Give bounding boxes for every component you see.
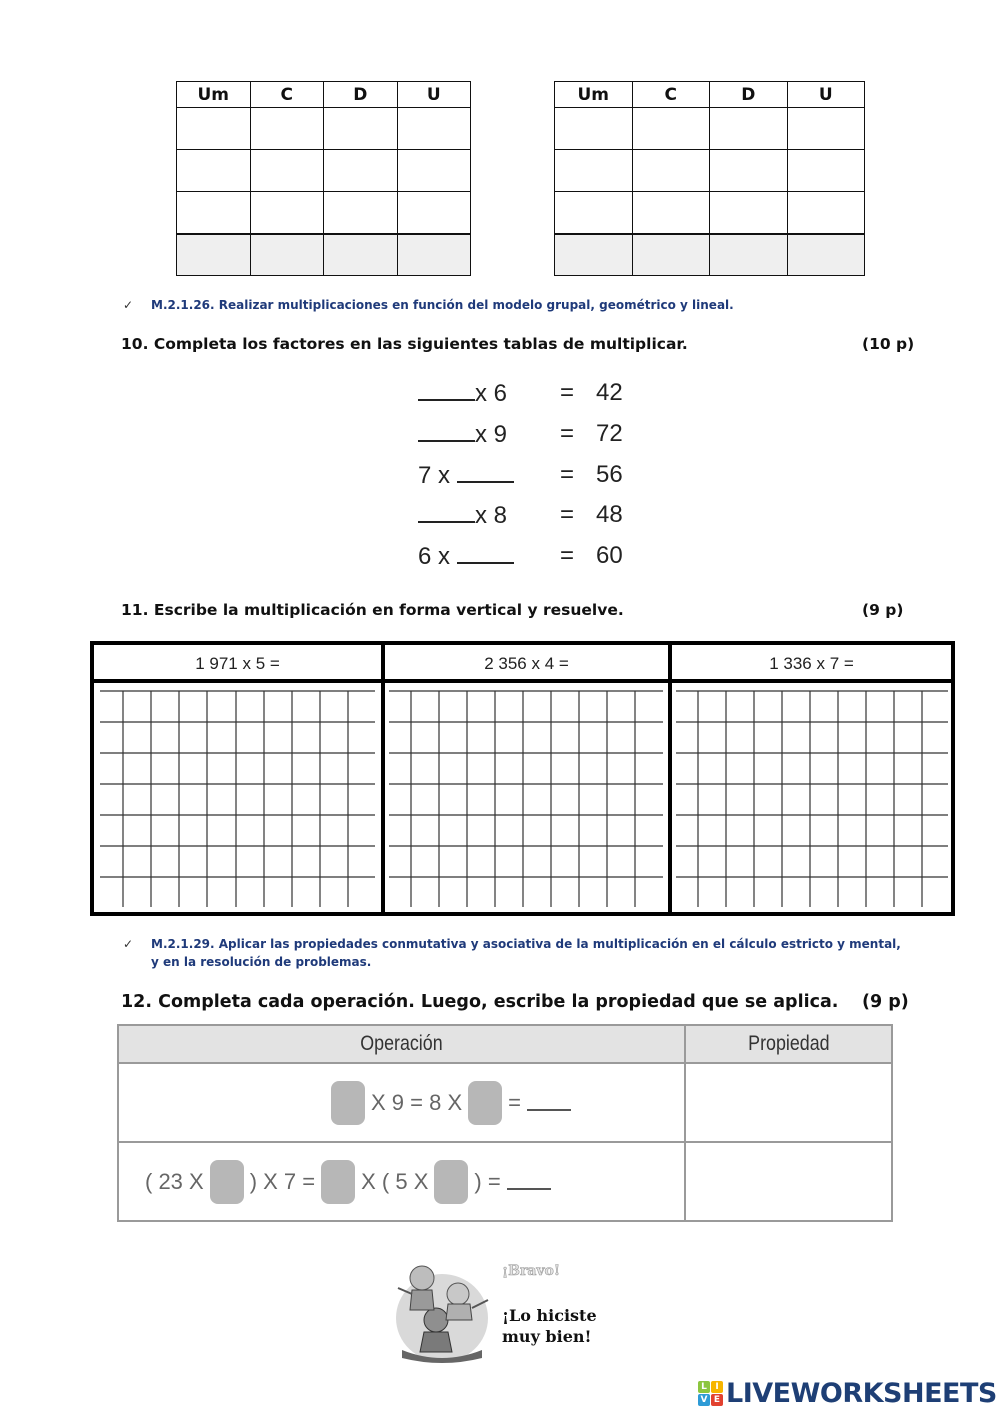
answer-cell[interactable] (250, 150, 324, 192)
question-10-title: 10. Completa los factores en las siguientes tablas de multiplicar. (121, 335, 688, 353)
table-row (177, 150, 471, 192)
result-row (555, 234, 865, 276)
answer-cell[interactable] (324, 108, 398, 150)
product: 42 (596, 379, 623, 406)
product: 48 (596, 501, 623, 528)
answer-cell[interactable] (710, 108, 788, 150)
table-header-row (118, 1025, 892, 1063)
skill-objective-2 (123, 935, 911, 971)
work-grid-2[interactable] (385, 683, 668, 908)
problem-3-label: 1 336 x 7 = (672, 645, 951, 683)
work-grid-1[interactable] (94, 683, 381, 908)
vertical-multiplication-grid (90, 641, 955, 916)
result-cell[interactable] (710, 234, 788, 276)
work-grid-3[interactable] (672, 683, 951, 908)
answer-cell[interactable] (787, 192, 865, 234)
product: 72 (596, 420, 623, 447)
brand-name: LIVEWORKSHEETS (726, 1378, 997, 1409)
header-d: D (710, 82, 788, 108)
table-row (118, 1142, 892, 1221)
answer-blank[interactable] (418, 501, 475, 523)
live-blocks-icon: L I V E (698, 1381, 723, 1406)
answer-cell[interactable] (324, 192, 398, 234)
answer-blank[interactable] (418, 420, 475, 442)
answer-cell[interactable] (397, 192, 471, 234)
header-d: D (324, 82, 398, 108)
answer-blank[interactable] (418, 379, 475, 401)
grid-lines (385, 683, 668, 912)
table-row (177, 192, 471, 234)
answer-blank[interactable] (527, 1095, 571, 1111)
header-um: Um (555, 82, 633, 108)
answer-cell[interactable] (555, 192, 633, 234)
answer-cell[interactable] (632, 192, 710, 234)
property-cell-2[interactable] (685, 1142, 892, 1221)
answer-cell[interactable] (787, 108, 865, 150)
header-c: C (250, 82, 324, 108)
question-12-points: (9 p) (862, 992, 909, 1012)
checkmark-icon: ✓ (123, 298, 134, 312)
grid-lines (94, 683, 381, 912)
operation-cell-1: X 9 = 8 X = (118, 1063, 685, 1142)
answer-blank[interactable] (457, 461, 514, 483)
answer-cell[interactable] (555, 150, 633, 192)
table-header-row (177, 82, 471, 108)
header-um: Um (177, 82, 251, 108)
answer-blank[interactable] (507, 1174, 551, 1190)
answer-cell[interactable] (632, 108, 710, 150)
answer-cell[interactable] (250, 108, 324, 150)
header-property: Propiedad (685, 1025, 892, 1063)
properties-table (117, 1024, 893, 1222)
bravo-label: ¡Bravo! (502, 1263, 561, 1279)
answer-cell[interactable] (250, 192, 324, 234)
result-row (177, 234, 471, 276)
result-cell[interactable] (555, 234, 633, 276)
property-cell-1[interactable] (685, 1063, 892, 1142)
table-row (118, 1063, 892, 1142)
header-c: C (632, 82, 710, 108)
children-celebrating-illustration (392, 1258, 492, 1366)
problem-column-2 (381, 645, 668, 912)
liveworksheets-logo (698, 1378, 997, 1409)
table-header-row (555, 82, 865, 108)
answer-cell[interactable] (324, 150, 398, 192)
answer-box[interactable] (468, 1081, 502, 1125)
table-row (555, 150, 865, 192)
skill-text: M.2.1.29. Aplicar las propiedades conmutativa y asociativa de la multiplicación en el cálculo estricto y mental, y en la resolución de problemas. (151, 937, 901, 969)
answer-cell[interactable] (555, 108, 633, 150)
question-12-title: 12. Completa cada operación. Luego, escribe la propiedad que se aplica. (121, 992, 839, 1012)
product: 60 (596, 542, 623, 569)
answer-cell[interactable] (177, 108, 251, 150)
place-value-table-1 (176, 81, 471, 276)
congrats-message: ¡Lo hiciste muy bien! (502, 1306, 597, 1346)
header-u: U (787, 82, 865, 108)
answer-cell[interactable] (177, 192, 251, 234)
answer-box[interactable] (331, 1081, 365, 1125)
answer-cell[interactable] (787, 150, 865, 192)
checkmark-icon: ✓ (123, 937, 134, 951)
answer-box[interactable] (210, 1160, 244, 1204)
table-row (555, 108, 865, 150)
problem-2-label: 2 356 x 4 = (385, 645, 668, 683)
result-cell[interactable] (397, 234, 471, 276)
answer-blank[interactable] (457, 542, 514, 564)
problem-column-1 (94, 645, 381, 912)
answer-cell[interactable] (710, 150, 788, 192)
question-10-points: (10 p) (862, 335, 915, 353)
answer-cell[interactable] (710, 192, 788, 234)
question-11-points: (9 p) (862, 601, 904, 619)
answer-cell[interactable] (397, 150, 471, 192)
result-cell[interactable] (632, 234, 710, 276)
header-u: U (397, 82, 471, 108)
answer-box[interactable] (434, 1160, 468, 1204)
problem-column-3 (668, 645, 951, 912)
operation-cell-2: ( 23 X ) X 7 = X ( 5 X ) = (118, 1142, 685, 1221)
grid-lines (672, 683, 951, 912)
answer-box[interactable] (321, 1160, 355, 1204)
skill-text: M.2.1.26. Realizar multiplicaciones en función del modelo grupal, geométrico y lineal. (151, 298, 734, 312)
answer-cell[interactable] (177, 150, 251, 192)
problem-1-label: 1 971 x 5 = (94, 645, 381, 683)
result-cell[interactable] (787, 234, 865, 276)
result-cell[interactable] (250, 234, 324, 276)
result-cell[interactable] (177, 234, 251, 276)
result-cell[interactable] (324, 234, 398, 276)
table-row (177, 108, 471, 150)
answer-cell[interactable] (397, 108, 471, 150)
question-11-title: 11. Escribe la multiplicación en forma vertical y resuelve. (121, 601, 624, 619)
answer-cell[interactable] (632, 150, 710, 192)
skill-objective-1 (123, 296, 911, 314)
product: 56 (596, 461, 623, 488)
place-value-table-2 (554, 81, 865, 276)
header-operation: Operación (118, 1025, 685, 1063)
table-row (555, 192, 865, 234)
